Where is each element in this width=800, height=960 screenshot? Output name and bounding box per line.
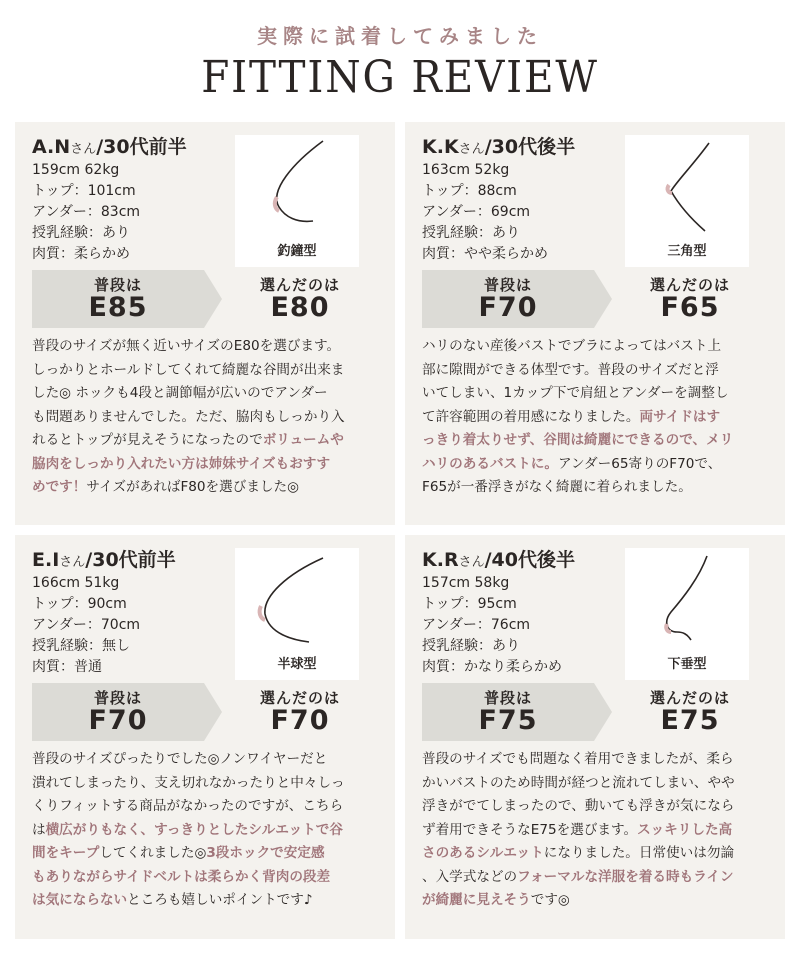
usual-size-value: F70 <box>88 705 148 736</box>
stat-line: 肉質：やや柔らかめ <box>422 246 548 262</box>
review-line <box>32 748 382 772</box>
review-line <box>32 772 382 796</box>
highlight-text: っきり着太りせず、谷間は綺麗にできるので、メリ <box>422 432 734 448</box>
stat-line: 肉質：普通 <box>32 659 102 675</box>
review-segment: 普段のサイズが無く近いサイズのE80を選びます。 <box>32 338 341 354</box>
review-segment: アンダー65寄りのF70で、 <box>557 455 722 472</box>
bust-shape-illustration <box>625 548 749 680</box>
size-comparison <box>32 683 378 741</box>
review-segment: れるとトップが見えそうになったので <box>32 432 263 448</box>
stat-line: 166cm 51kg <box>32 575 120 591</box>
review-line <box>32 476 382 500</box>
highlight-text: ボリュームや <box>262 432 344 448</box>
reviewer-stats <box>32 160 140 265</box>
stat-line: 授乳経験：あり <box>422 225 520 241</box>
highlight-text: が綺麗に見えそう <box>422 892 531 908</box>
header <box>0 0 800 118</box>
usual-size-value: F75 <box>478 705 538 736</box>
review-text <box>32 335 382 500</box>
review-line <box>422 453 772 477</box>
chosen-size-value: E80 <box>270 292 330 323</box>
highlight-text: フォーマルな洋服を着る時もライン <box>517 868 734 885</box>
review-line <box>422 476 772 500</box>
chosen-size-label: 選んだのは <box>259 276 340 294</box>
highlight-text: 間をキープ <box>32 845 100 861</box>
review-line <box>422 335 772 359</box>
bust-shape-illustration <box>235 135 359 267</box>
highlight-text: ハリのあるバストに。 <box>422 455 558 472</box>
review-line <box>422 359 772 383</box>
review-text <box>422 335 772 500</box>
review-line <box>422 889 772 913</box>
review-line <box>32 382 382 406</box>
chosen-size-label: 選んだのは <box>649 689 730 707</box>
review-segment: です◎ <box>530 892 570 908</box>
review-segment: 、入学式などの <box>422 868 518 885</box>
size-comparison <box>32 270 378 328</box>
usual-size-value: F70 <box>478 292 538 323</box>
review-line <box>422 866 772 890</box>
review-segment: 部に隙間ができる体型です。普段のサイズだと浮 <box>422 361 719 378</box>
review-line <box>32 406 382 430</box>
review-segment: くりフィットする商品がなかったのですが、こちら <box>32 798 344 814</box>
stat-line: 授乳経験：あり <box>422 638 520 654</box>
usual-size-label: 普段は <box>483 276 532 294</box>
chosen-size-label: 選んだのは <box>649 276 730 294</box>
review-text <box>422 748 772 913</box>
reviewer-stats <box>422 160 548 265</box>
highlight-text: スッキリした高 <box>637 821 733 838</box>
review-segment: ハリのない産後バストでブラによってはバスト上 <box>422 338 722 354</box>
review-text <box>32 748 382 913</box>
stat-line: トップ：90cm <box>32 596 127 612</box>
highlight-text: は気にならない <box>32 892 128 908</box>
review-segment: F65が一番浮きがなく綺麗に着られました。 <box>422 479 692 495</box>
review-segment: 普段のサイズぴったりでした◎ノンワイヤーだと <box>32 751 328 767</box>
stat-line: 肉質：柔らかめ <box>32 246 130 262</box>
review-segment: いてしまい、1カップ下で肩紐とアンダーを調整し <box>422 385 729 401</box>
stat-line: トップ：95cm <box>422 596 517 612</box>
review-segment: かいバストのため時間が経つと流れてしまい、やや <box>422 774 735 791</box>
highlight-text: さのあるシルエット <box>422 845 544 861</box>
bust-shape-illustration <box>625 135 749 267</box>
review-line <box>422 748 772 772</box>
page-subtitle: 実際に試着してみました <box>257 24 543 48</box>
reviewer-name: K.Rさん/40代後半 <box>422 549 575 571</box>
review-card-ei <box>15 535 395 939</box>
review-segment: は <box>32 821 46 838</box>
size-comparison <box>422 270 768 328</box>
review-line <box>422 406 772 430</box>
stat-line: 肉質：かなり柔らかめ <box>422 659 562 675</box>
chosen-size-value: F65 <box>660 292 720 323</box>
stat-line: トップ：101cm <box>32 183 136 199</box>
review-card-kr <box>405 535 785 939</box>
review-line <box>422 795 772 819</box>
review-segment: 潰れてしまったり、支え切れなかったりと中々しっ <box>32 774 345 791</box>
stat-line: アンダー：83cm <box>32 204 141 220</box>
highlight-text: 3段ホックで安定感 <box>206 845 325 861</box>
chosen-size-label: 選んだのは <box>259 689 340 707</box>
bust-shape-label: 下垂型 <box>667 657 707 672</box>
review-line <box>32 335 382 359</box>
stat-line: 163cm 52kg <box>422 162 510 178</box>
reviewer-name: K.Kさん/30代後半 <box>422 136 576 158</box>
review-line <box>422 819 772 843</box>
bust-shape-label: 三角型 <box>667 244 707 259</box>
review-segment: になりました。日常使いは勿論 <box>543 845 735 861</box>
review-segment: した◎ ホックも4段と調節幅が広いのでアンダー <box>32 385 328 401</box>
usual-size-label: 普段は <box>93 689 142 707</box>
usual-size-label: 普段は <box>93 276 142 294</box>
review-segment: 普段のサイズでも問題なく着用できましたが、柔ら <box>422 751 734 767</box>
stat-line: トップ：88cm <box>422 183 517 199</box>
review-segment: も問題ありませんでした。ただ、脇肉もしっかり入 <box>32 408 345 425</box>
reviewer-stats <box>32 573 140 678</box>
review-line <box>32 429 382 453</box>
highlight-text: 脇肉をしっかり入れたい方は姉妹サイズもおすす <box>32 455 331 472</box>
review-segment: ところも嬉しいポイントです♪ <box>127 892 313 908</box>
review-line <box>32 819 382 843</box>
highlight-text: めです！ <box>32 479 87 495</box>
review-line <box>32 795 382 819</box>
review-line <box>422 382 772 406</box>
review-line <box>422 772 772 796</box>
stat-line: アンダー：69cm <box>422 204 531 220</box>
stat-line: 授乳経験：あり <box>32 225 130 241</box>
usual-size-value: E85 <box>88 292 148 323</box>
stat-line: アンダー：76cm <box>422 617 531 633</box>
bust-shape-illustration <box>235 548 359 680</box>
stat-line: アンダー：70cm <box>32 617 141 633</box>
highlight-text: 横広がりもなく、すっきりとしたシルエットで谷 <box>45 821 343 838</box>
review-line <box>32 359 382 383</box>
review-card-kk <box>405 122 785 525</box>
size-comparison <box>422 683 768 741</box>
chosen-size-value: F70 <box>270 705 330 736</box>
stat-line: 授乳経験：無し <box>32 638 130 654</box>
reviewer-name: A.Nさん/30代前半 <box>32 136 187 158</box>
review-card-an <box>15 122 395 525</box>
review-segment: サイズがあればF80を選びました◎ <box>86 479 299 495</box>
review-line <box>32 453 382 477</box>
review-segment: してくれました◎ <box>99 845 207 861</box>
highlight-text: 両サイドはす <box>639 408 721 425</box>
chosen-size-value: E75 <box>660 705 720 736</box>
reviewer-stats <box>422 573 562 678</box>
review-line <box>32 842 382 866</box>
review-segment: ず着用できそうなE75を選びます。 <box>422 821 638 838</box>
reviewer-name: E.Iさん/30代前半 <box>32 549 176 571</box>
review-line <box>32 889 382 913</box>
stat-line: 159cm 62kg <box>32 162 120 178</box>
usual-size-label: 普段は <box>483 689 532 707</box>
review-line <box>422 842 772 866</box>
review-segment: しっかりとホールドしてくれて綺麗な谷間が出来ま <box>32 361 345 378</box>
highlight-text: もありながらサイドベルトは柔らかく背肉の段差 <box>32 868 331 885</box>
bust-shape-label: 半球型 <box>277 657 317 672</box>
page-title: FITTING REVIEW <box>201 52 599 103</box>
bust-shape-label: 釣鐘型 <box>277 244 317 259</box>
review-segment: 浮きがでてしまったので、動いても浮きが気になら <box>422 798 735 814</box>
review-line <box>422 429 772 453</box>
stat-line: 157cm 58kg <box>422 575 510 591</box>
review-segment: て許容範囲の着用感になりました。 <box>422 408 640 425</box>
review-line <box>32 866 382 890</box>
